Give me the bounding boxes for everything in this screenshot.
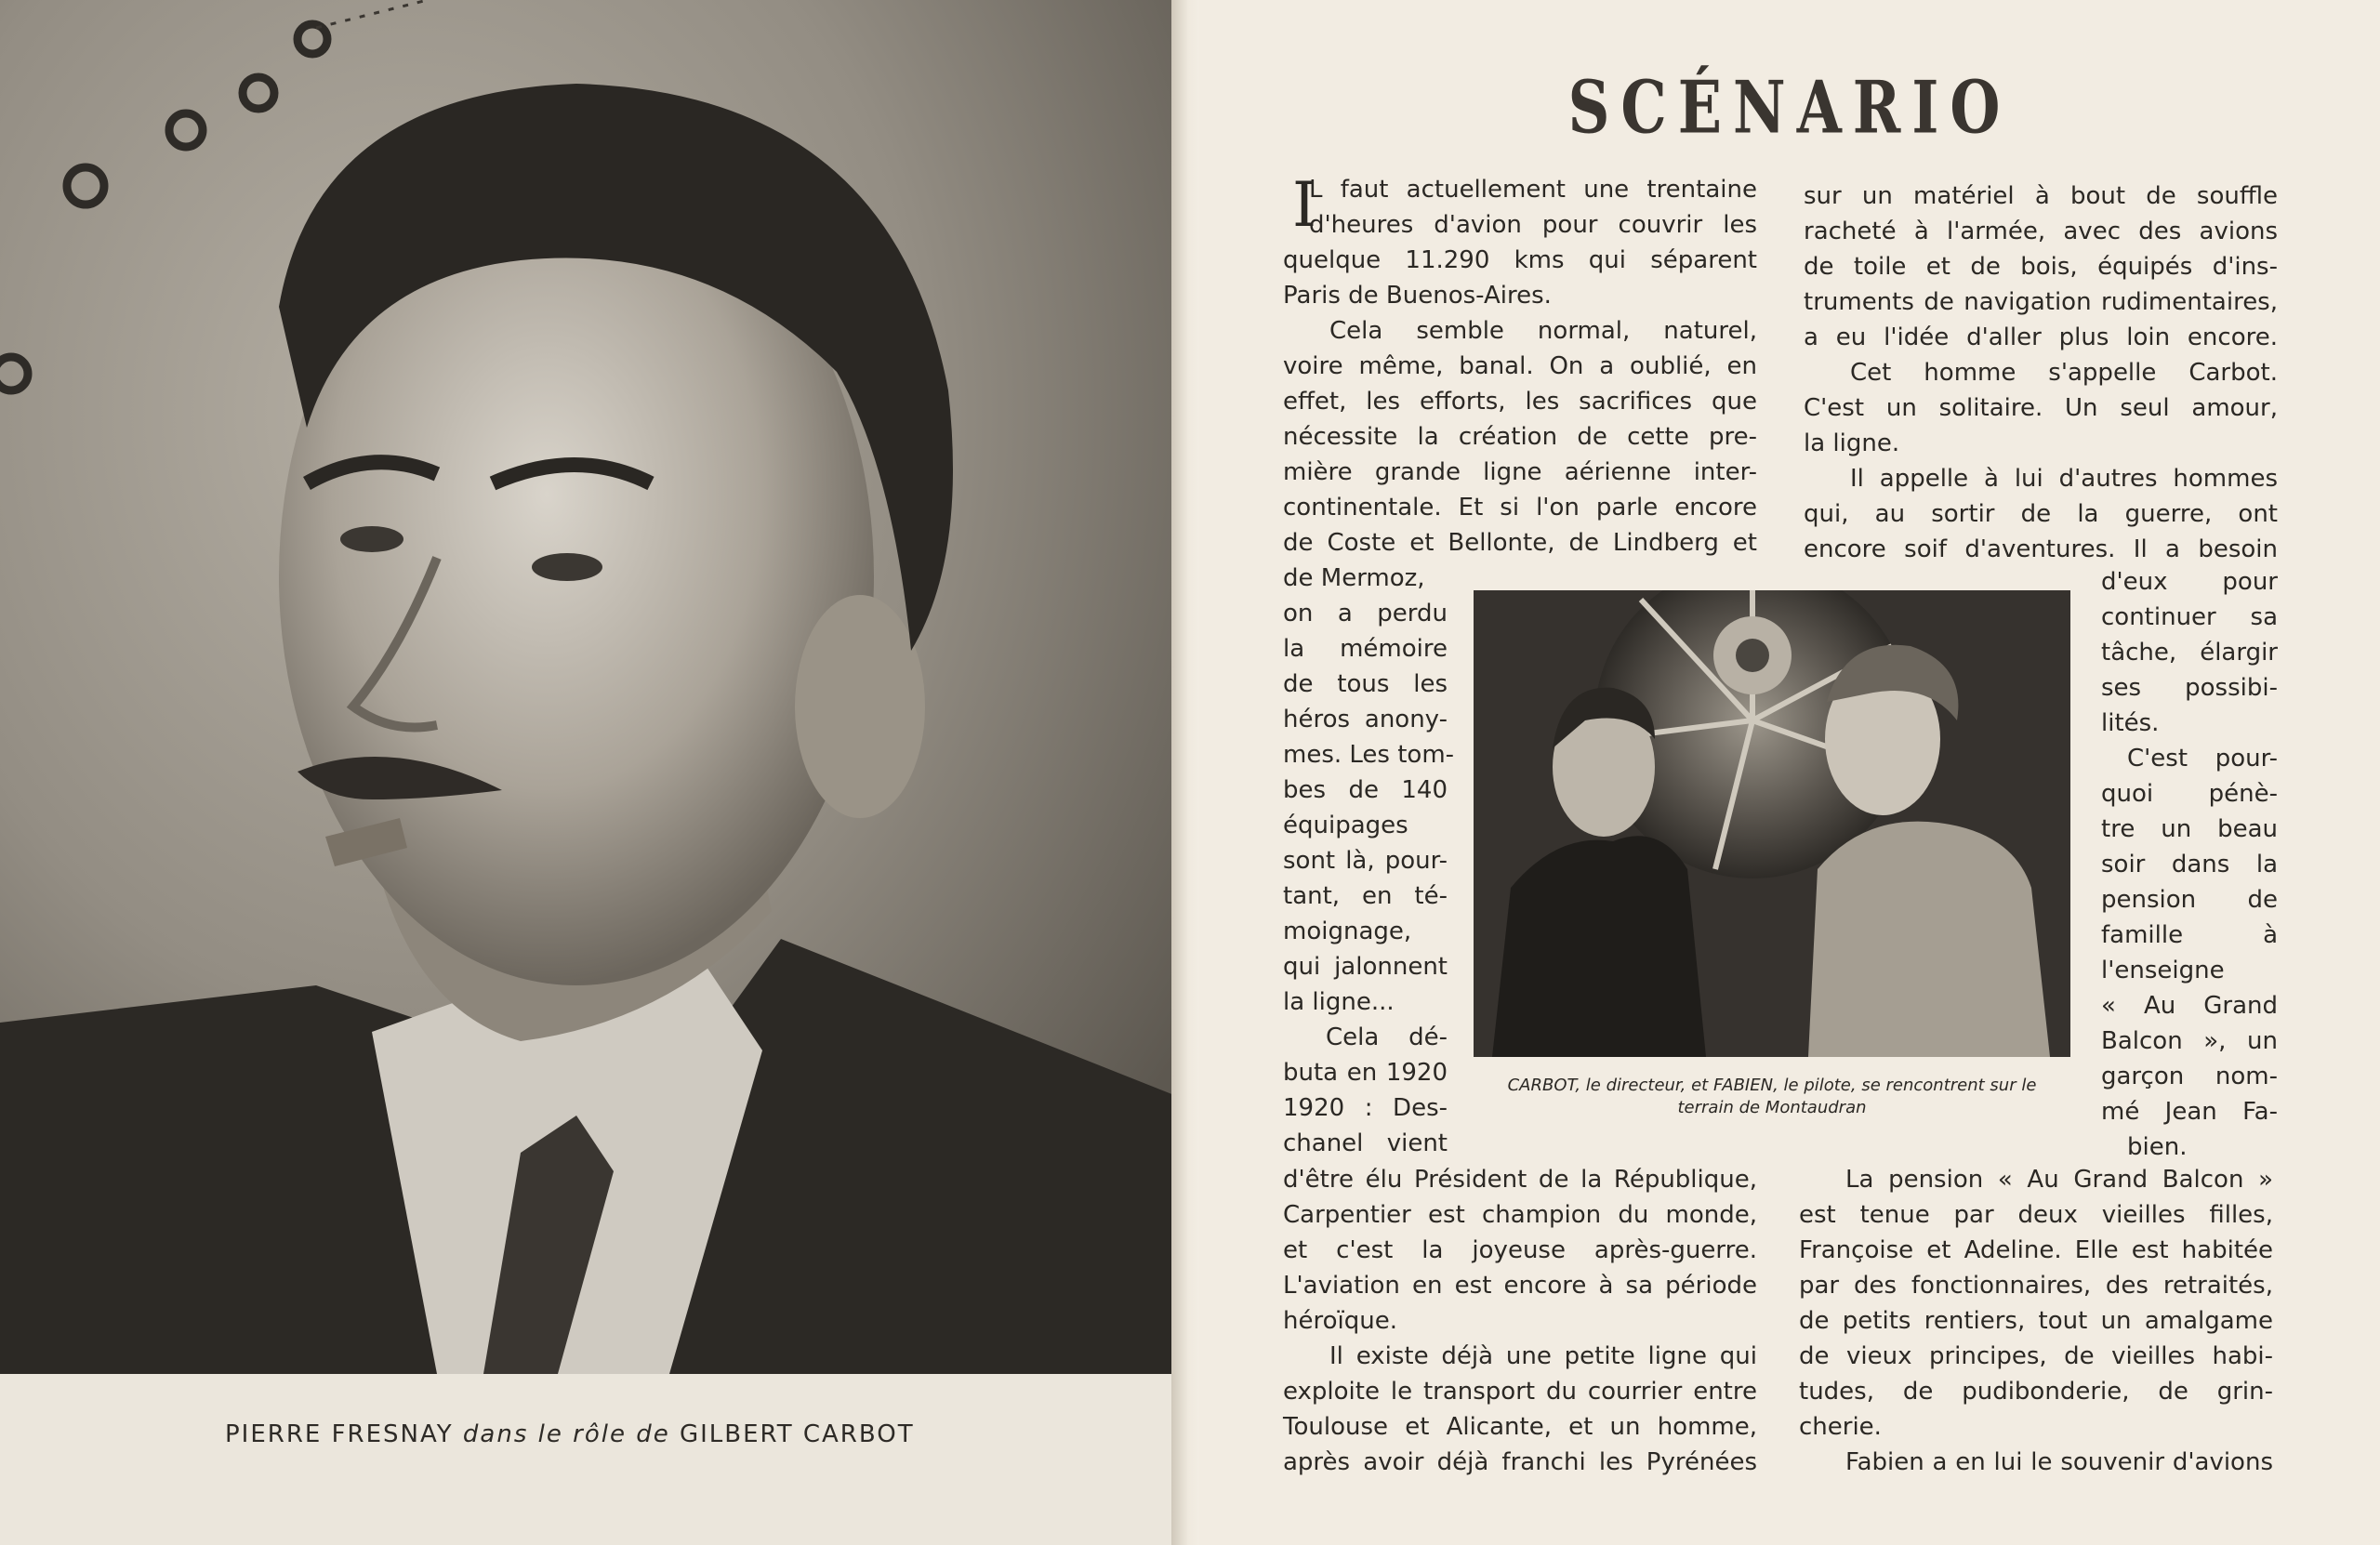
column2-bottom-text xyxy=(1799,1162,2273,1480)
text-line: Cela semble normal, naturel, xyxy=(1329,317,1757,345)
text-line: de petits rentiers, tout un amalgame xyxy=(1799,1307,2273,1335)
text-line: C'est un solitaire. Un seul amour, xyxy=(1804,394,2278,422)
text-line: effet, les efforts, les sacrifices que xyxy=(1283,388,1757,416)
text-line: Paris de Buenos-Aires. xyxy=(1283,282,1552,310)
caption-actor-name: PIERRE FRESNAY xyxy=(225,1420,454,1448)
text-line: Balcon », un xyxy=(2101,1027,2278,1055)
text-line: Cet homme s'appelle Carbot. xyxy=(1850,359,2278,387)
column2-top-text xyxy=(1804,178,2278,567)
text-line: racheté à l'armée, avec des avions xyxy=(1804,218,2278,245)
column2-narrow-text xyxy=(2101,564,2278,1165)
text-line: est tenue par deux vieilles filles, xyxy=(1799,1201,2273,1229)
text-line: La pension « Au Grand Balcon » xyxy=(1845,1166,2273,1194)
text-line: héros anony- xyxy=(1283,706,1448,733)
text-line: bien. xyxy=(2127,1133,2188,1161)
portrait-caption xyxy=(0,1420,1179,1448)
text-line: L faut actuellement une trentaine xyxy=(1309,176,1757,204)
text-line: de tous les xyxy=(1283,670,1448,698)
text-line: la ligne... xyxy=(1283,988,1395,1016)
text-line: équipages xyxy=(1283,812,1408,839)
text-line: de toile et de bois, équipés d'ins- xyxy=(1804,253,2278,281)
text-line: la mémoire xyxy=(1283,635,1448,663)
text-line: pension de xyxy=(2101,886,2278,914)
column1-bottom-text xyxy=(1283,1162,1757,1480)
text-line: l'enseigne xyxy=(2101,957,2225,984)
column1-narrow-text xyxy=(1283,561,1455,1161)
text-line: et c'est la joyeuse après-guerre. xyxy=(1283,1236,1757,1264)
text-line: d'eux pour xyxy=(2101,568,2278,596)
text-line: mes. Les tom- xyxy=(1283,741,1455,769)
text-line: cherie. xyxy=(1799,1413,1882,1441)
text-line: C'est pour- xyxy=(2127,745,2278,772)
text-line: sont là, pour- xyxy=(1283,847,1448,875)
text-line: voire même, banal. On a oublié, en xyxy=(1283,352,1757,380)
drop-cap: I xyxy=(1292,169,1317,241)
portrait-illustration xyxy=(0,0,1179,1374)
text-line: quelque 11.290 kms qui séparent xyxy=(1283,246,1757,274)
caption-joiner: dans le rôle de xyxy=(462,1420,670,1448)
column1-top-text xyxy=(1283,169,1757,561)
text-line: Il existe déjà une petite ligne qui xyxy=(1329,1342,1757,1370)
photo-caption-line1: CARBOT, le directeur, et FABIEN, le pilote, se rencontrent sur le xyxy=(1507,1076,2037,1095)
text-line: de vieux principes, de vieilles habi- xyxy=(1799,1342,2273,1370)
text-line: continentale. Et si l'on parle encore xyxy=(1283,494,1757,522)
text-line: chanel vient xyxy=(1283,1129,1448,1157)
page-title: SCÉNARIO xyxy=(1567,65,2012,151)
text-line: lités. xyxy=(2101,709,2160,737)
text-line: tâche, élargir xyxy=(2101,639,2278,667)
film-still-illustration xyxy=(1474,590,2070,1057)
caption-role-name: GILBERT CARBOT xyxy=(679,1420,915,1448)
text-line: de Mermoz, xyxy=(1283,564,1425,592)
text-line: d'être élu Président de la République, xyxy=(1283,1166,1757,1194)
text-line: de Coste et Bellonte, de Lindberg et xyxy=(1283,529,1757,557)
photo-caption xyxy=(1469,1075,2075,1119)
text-line: d'heures d'avion pour couvrir les xyxy=(1309,211,1757,239)
text-line: « Au Grand xyxy=(2101,992,2278,1020)
text-line: qui jalonnent xyxy=(1283,953,1448,981)
film-still-photo xyxy=(1474,590,2070,1057)
text-line: continuer sa xyxy=(2101,603,2278,631)
text-line: a eu l'idée d'aller plus loin encore. xyxy=(1804,324,2278,351)
text-line: Fabien a en lui le souvenir d'avions xyxy=(1845,1448,2273,1476)
left-page xyxy=(0,0,1179,1545)
text-line: ses possibi- xyxy=(2101,674,2278,702)
text-line: bes de 140 xyxy=(1283,776,1448,804)
right-page xyxy=(1199,0,2380,1545)
text-line: Toulouse et Alicante, et un homme, xyxy=(1283,1413,1757,1441)
text-line: famille à xyxy=(2101,921,2278,949)
text-line: la ligne. xyxy=(1804,429,1900,457)
text-line: Il appelle à lui d'autres hommes xyxy=(1850,465,2278,493)
text-line: buta en 1920 xyxy=(1283,1059,1448,1087)
text-line: exploite le transport du courrier entre xyxy=(1283,1378,1757,1406)
text-line: encore soif d'aventures. Il a besoin xyxy=(1804,535,2278,563)
text-line: tre un beau xyxy=(2101,815,2278,843)
text-line: quoi pénè- xyxy=(2101,780,2278,808)
text-line: tudes, de pudibonderie, de grin- xyxy=(1799,1378,2273,1406)
text-line: qui, au sortir de la guerre, ont xyxy=(1804,500,2278,528)
text-line: par des fonctionnaires, des retraités, xyxy=(1799,1272,2273,1300)
text-line: après avoir déjà franchi les Pyrénées xyxy=(1283,1448,1757,1476)
text-line: sur un matériel à bout de souffle xyxy=(1804,182,2278,210)
text-line: moignage, xyxy=(1283,918,1412,945)
text-line: Cela dé- xyxy=(1326,1023,1448,1051)
text-line: L'aviation en est encore à sa période xyxy=(1283,1272,1757,1300)
portrait-photo xyxy=(0,0,1179,1374)
text-line: Carpentier est champion du monde, xyxy=(1283,1201,1757,1229)
text-line: héroïque. xyxy=(1283,1307,1397,1335)
text-line: soir dans la xyxy=(2101,851,2278,878)
photo-caption-line2: terrain de Montaudran xyxy=(1677,1098,1867,1117)
text-line: mé Jean Fa- xyxy=(2101,1098,2278,1126)
text-line: garçon nom- xyxy=(2101,1063,2278,1090)
text-line: on a perdu xyxy=(1283,600,1448,627)
text-line: truments de navigation rudimentaires, xyxy=(1804,288,2278,316)
text-line: mière grande ligne aérienne inter- xyxy=(1283,458,1757,486)
text-line: nécessite la création de cette pre- xyxy=(1283,423,1757,451)
text-line: Françoise et Adeline. Elle est habitée xyxy=(1799,1236,2273,1264)
text-line: 1920 : Des- xyxy=(1283,1094,1448,1122)
text-line: tant, en té- xyxy=(1283,882,1448,910)
